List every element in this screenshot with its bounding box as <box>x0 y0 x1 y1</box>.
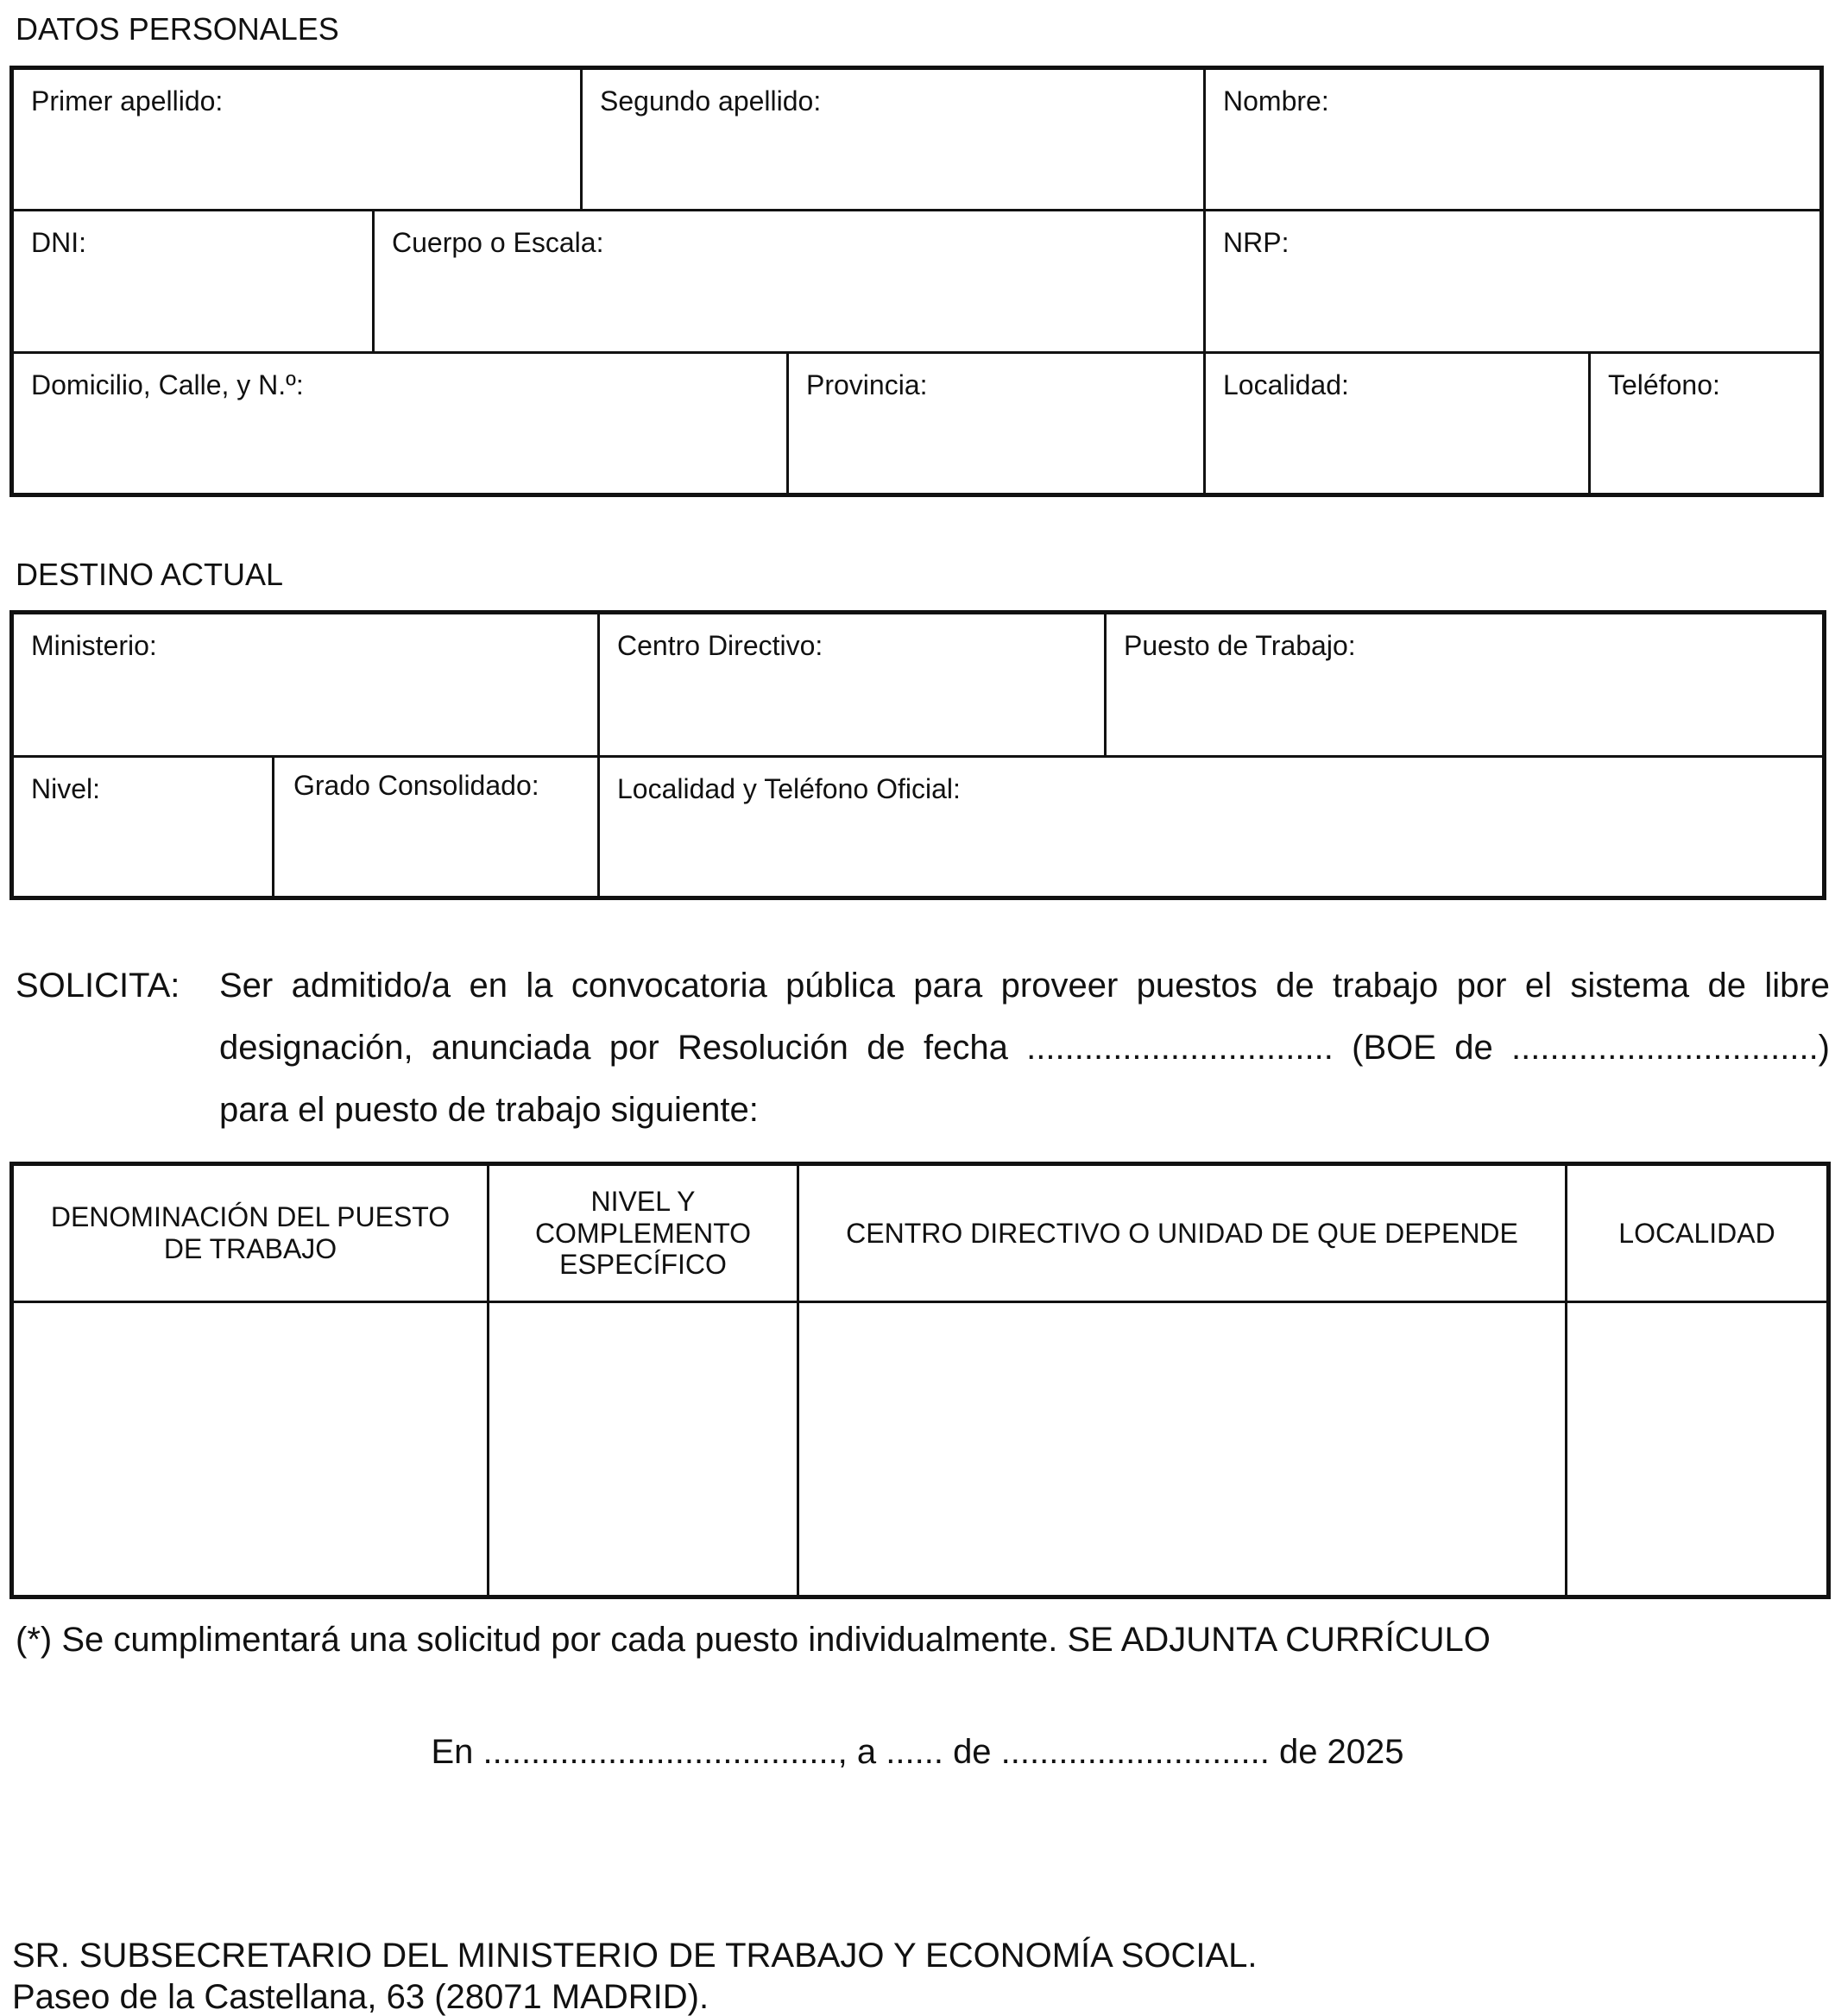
provincia-field[interactable] <box>789 354 1206 493</box>
primer-apellido-field[interactable] <box>14 70 583 209</box>
puesto-trabajo-label: Puesto de Trabajo: <box>1124 630 1356 661</box>
footnote: (*) Se cumplimentará una solicitud por cada puesto individualmente. SE ADJUNTA CURRÍCULO <box>16 1621 1491 1659</box>
primer-apellido-label: Primer apellido: <box>31 85 224 117</box>
nombre-label: Nombre: <box>1223 85 1329 117</box>
section-title-datos-personales: DATOS PERSONALES <box>16 11 339 47</box>
dni-field[interactable] <box>14 211 375 351</box>
puesto-table <box>9 1162 1831 1599</box>
cuerpo-escala-field[interactable] <box>375 211 1206 351</box>
puesto-trabajo-field[interactable] <box>1107 614 1822 755</box>
address-line-1: SR. SUBSECRETARIO DEL MINISTERIO DE TRABAJO Y ECONOMÍA SOCIAL. <box>12 1937 1258 1975</box>
address-line-2: Paseo de la Castellana, 63 (28071 MADRID). <box>12 1978 709 2016</box>
cell-localidad[interactable] <box>1567 1302 1829 1597</box>
centro-directivo-label: Centro Directivo: <box>617 630 823 661</box>
solicita-text <box>219 954 1830 1141</box>
segundo-apellido-field[interactable] <box>583 70 1206 209</box>
domicilio-field[interactable] <box>14 354 789 493</box>
cell-denominacion[interactable] <box>12 1302 489 1597</box>
nrp-label: NRP: <box>1223 227 1290 258</box>
ministerio-field[interactable] <box>14 614 600 755</box>
segundo-apellido-label: Segundo apellido: <box>600 85 822 117</box>
nivel-field[interactable] <box>14 758 274 896</box>
localidad-label: Localidad: <box>1223 369 1349 400</box>
telefono-field[interactable] <box>1591 354 1819 493</box>
cell-centro-directivo[interactable] <box>798 1302 1567 1597</box>
destino-form <box>9 610 1826 900</box>
solicita-label: SOLICITA: <box>16 967 180 1005</box>
ministerio-label: Ministerio: <box>31 630 157 661</box>
puesto-table-header-row <box>12 1164 1829 1302</box>
personal-form <box>9 66 1824 497</box>
cuerpo-escala-label: Cuerpo o Escala: <box>392 227 604 258</box>
cell-nivel-complemento[interactable] <box>489 1302 798 1597</box>
solicita-line-1: Ser admitido/a en la convocatoria pública para proveer puestos de trabajo por el sistema de libre <box>219 967 1830 1005</box>
localidad-telefono-oficial-field[interactable] <box>600 758 1822 896</box>
grado-consolidado-field[interactable] <box>274 758 600 896</box>
solicita-line-3: para el puesto de trabajo siguiente: <box>219 1091 759 1129</box>
solicita-line-2: designación, anunciada por Resolución de fecha ................................ (BOE de ................................) <box>219 1029 1830 1067</box>
nrp-field[interactable] <box>1206 211 1819 351</box>
nombre-field[interactable] <box>1206 70 1819 209</box>
centro-directivo-field[interactable] <box>600 614 1107 755</box>
domicilio-label: Domicilio, Calle, y N.º: <box>31 369 304 400</box>
grado-consolidado-label: Grado Consolidado: <box>293 770 539 801</box>
nivel-label: Nivel: <box>31 773 101 804</box>
section-title-destino-actual: DESTINO ACTUAL <box>16 557 284 592</box>
puesto-table-row <box>12 1302 1829 1597</box>
provincia-label: Provincia: <box>806 369 928 400</box>
localidad-field[interactable] <box>1206 354 1591 493</box>
date-line: En ....................................., a ...... de ............................ de 2025 <box>431 1733 1404 1771</box>
header-nivel-complemento: NIVEL Y COMPLEMENTO ESPECÍFICO <box>489 1164 798 1302</box>
header-localidad: LOCALIDAD <box>1567 1164 1829 1302</box>
dni-label: DNI: <box>31 227 86 258</box>
localidad-telefono-oficial-label: Localidad y Teléfono Oficial: <box>617 773 961 804</box>
header-denominacion: DENOMINACIÓN DEL PUESTO DE TRABAJO <box>12 1164 489 1302</box>
telefono-label: Teléfono: <box>1608 369 1720 400</box>
header-centro-directivo: CENTRO DIRECTIVO O UNIDAD DE QUE DEPENDE <box>798 1164 1567 1302</box>
